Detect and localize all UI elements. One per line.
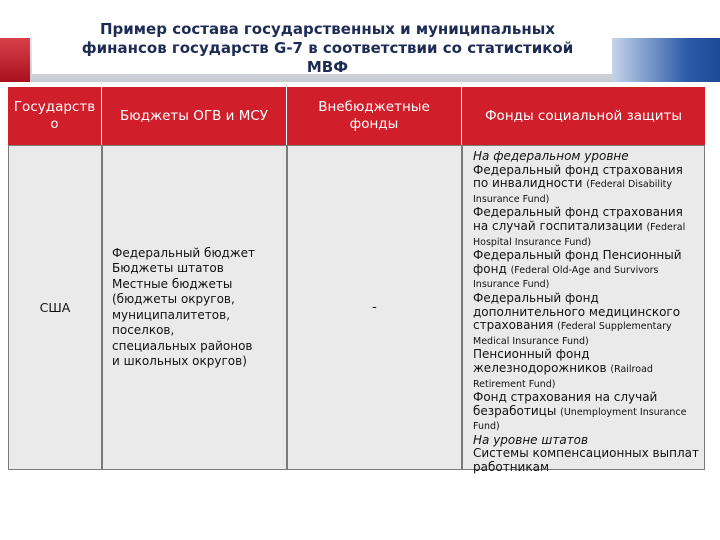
fund-item	[473, 206, 700, 249]
header-budgets-label: Бюджеты ОГВ и МСУ	[119, 107, 269, 124]
fund-name: Пенсионный фонд железнодорожников	[473, 347, 607, 375]
cell-country	[8, 145, 102, 470]
budget-item: Местные бюджеты (бюджеты округов, муниципалитетов, поселков, специальных районов и школьных округов)	[112, 276, 253, 368]
fund-name: Федеральный фонд Пенсионный фонд	[473, 248, 682, 276]
federal-level-label: На федеральном уровне	[473, 149, 629, 163]
header-social-funds	[462, 87, 705, 145]
fund-item	[473, 249, 700, 292]
fund-name: Федеральный фонд страхования по инвалидности	[473, 162, 683, 191]
fund-name: Федеральный фонд страхования на случай госпитализации	[473, 205, 683, 233]
cell-budgets	[102, 145, 287, 470]
fund-item	[473, 391, 700, 434]
header-extrabudgetary	[287, 87, 462, 145]
header-country-label: Государств о	[13, 99, 96, 132]
extrabudgetary-value: -	[372, 300, 377, 315]
header-budgets	[102, 87, 287, 145]
budget-list	[112, 246, 255, 370]
country-name: США	[39, 300, 71, 315]
fund-name: Фонд страхования на случай безработицы	[473, 390, 658, 418]
cell-extrabudgetary	[287, 145, 462, 470]
slide-title: Пример состава государственных и муниципальных финансов государств G-7 в соответствии со статистикой МВФ	[81, 20, 574, 76]
header-social-funds-label: Фонды социальной защиты	[484, 107, 683, 124]
header-extrabudgetary-label: Внебюджетные фонды	[318, 99, 430, 132]
fund-item	[473, 164, 700, 207]
budget-item: Бюджеты штатов	[112, 261, 224, 275]
fund-name-en: (Federal Disability Insurance Fund)	[473, 179, 673, 205]
fund-name-en: (Federal Old-Age and Survivors Insurance Fund)	[473, 264, 659, 291]
budget-item: Федеральный бюджет	[112, 245, 256, 260]
fund-name-en: (Unemployment Insurance Fund)	[473, 406, 687, 433]
cell-social-funds	[462, 145, 705, 475]
state-funds: Системы компенсационных выплат работникам	[473, 446, 699, 475]
header-country	[8, 87, 102, 145]
fund-name: Федеральный фонд дополнительного медицинского страхования	[473, 290, 681, 333]
decor-band-blue	[612, 38, 720, 82]
fund-item	[473, 348, 700, 391]
fund-name-en: (Federal Hospital Insurance Fund)	[473, 221, 686, 248]
state-level-label: На уровне штатов	[473, 432, 589, 447]
fund-name-en: (Federal Supplementary Medical Insurance Fund)	[473, 321, 672, 347]
fund-item	[473, 292, 700, 348]
composition-table	[8, 87, 705, 475]
fund-name-en: (Railroad Retirement Fund)	[473, 363, 653, 390]
decor-band-red	[0, 38, 30, 82]
